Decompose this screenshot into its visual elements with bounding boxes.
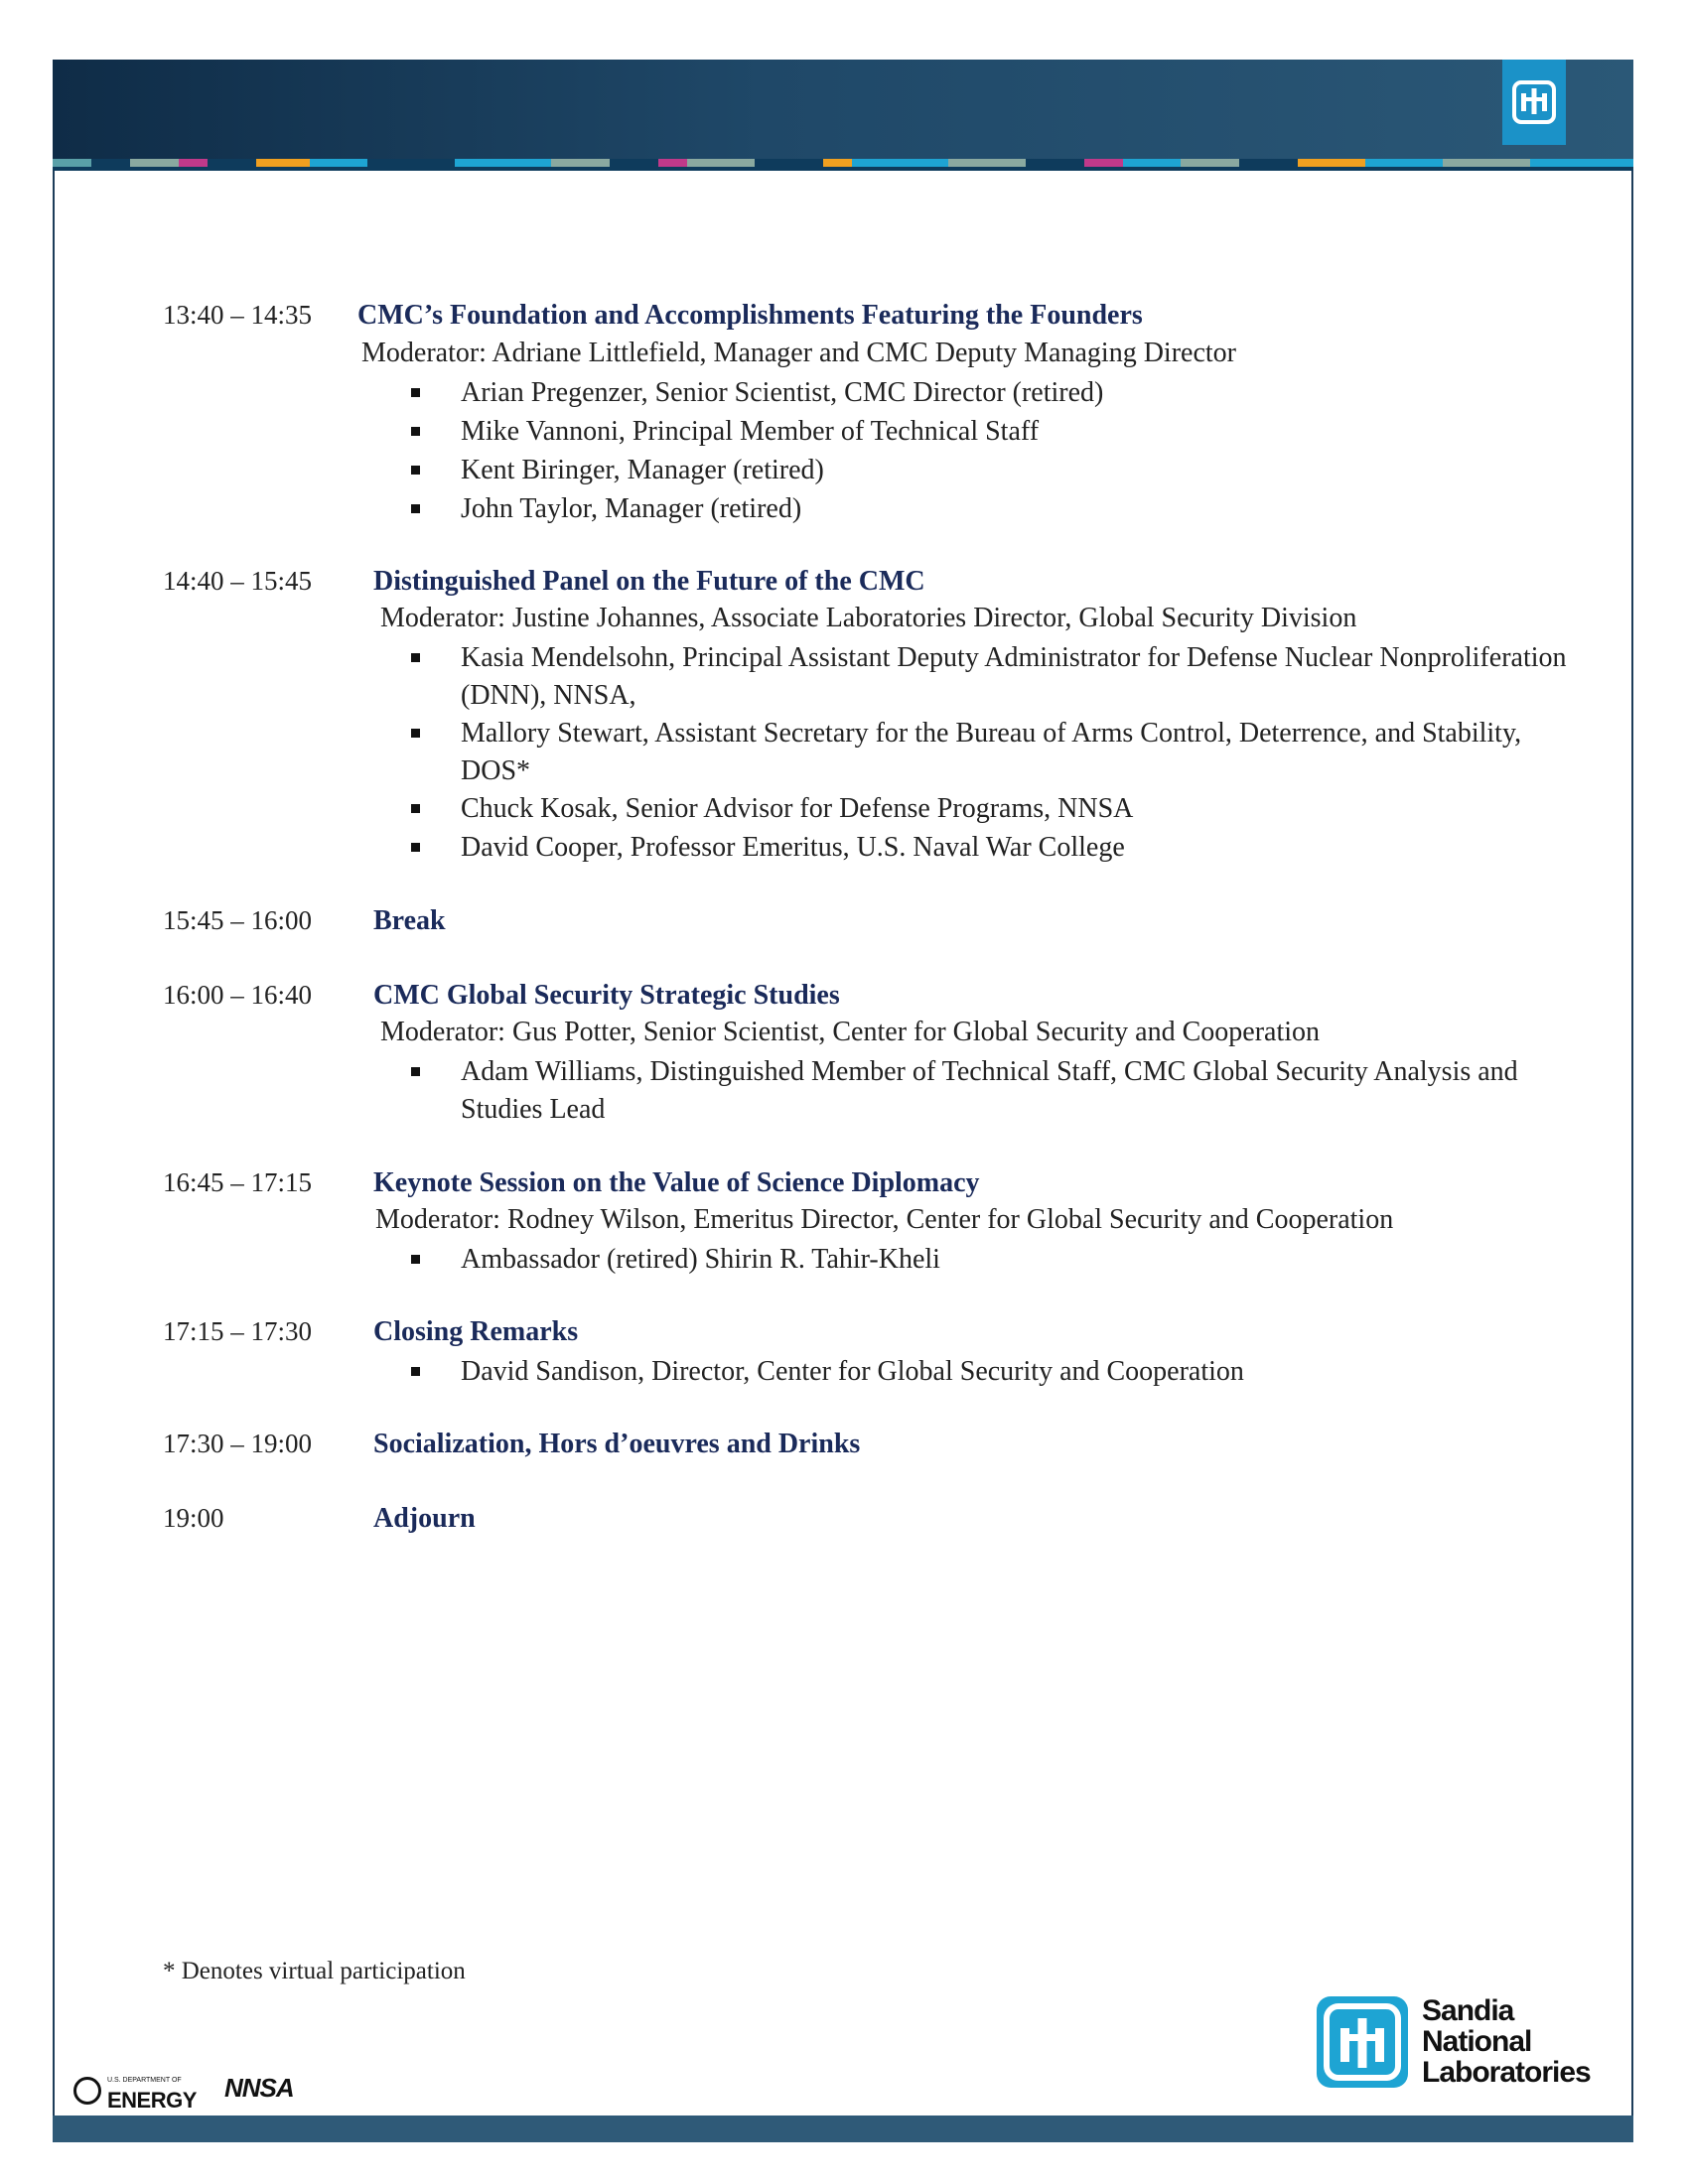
sandia-logo-line: Laboratories: [1422, 2056, 1591, 2089]
doe-logo: [73, 2071, 197, 2111]
agenda-title: CMC Global Security Strategic Studies: [373, 980, 840, 1011]
agenda-time: 13:40 – 14:35: [163, 300, 313, 330]
agenda-moderator: Moderator: Rodney Wilson, Emeritus Director, Center for Global Security and Cooperation: [375, 1204, 1394, 1235]
bullet-icon: [411, 1255, 420, 1264]
sandia-logo: [1317, 1995, 1591, 2088]
bullet-icon: [411, 653, 420, 662]
agenda-time: 14:40 – 15:45: [163, 566, 313, 596]
doe-label: ENERGY: [107, 2088, 197, 2113]
agenda-moderator: Moderator: Adriane Littlefield, Manager and CMC Deputy Managing Director: [361, 338, 1236, 368]
bullet-icon: [411, 1367, 420, 1376]
nnsa-logo: NNSA: [224, 2073, 294, 2103]
agenda-time: 17:15 – 17:30: [163, 1316, 313, 1346]
bullet-icon: [411, 843, 420, 852]
agenda-moderator: Moderator: Gus Potter, Senior Scientist, Center for Global Security and Cooperation: [380, 1017, 1321, 1047]
bullet-icon: [411, 729, 420, 738]
sandia-thunderbird-icon: [1317, 1996, 1408, 2088]
sandia-logo-line: National: [1422, 2025, 1532, 2058]
doe-seal-icon: [73, 2077, 101, 2105]
bullet-icon: [411, 427, 420, 436]
agenda-title: Distinguished Panel on the Future of the CMC: [373, 566, 925, 597]
footer-bar: [53, 2116, 1633, 2142]
bullet-icon: [411, 1067, 420, 1076]
agenda-time: 16:00 – 16:40: [163, 980, 313, 1010]
agenda-title: Socialization, Hors d’oeuvres and Drinks: [373, 1429, 861, 1459]
agenda-title: Closing Remarks: [373, 1316, 579, 1347]
agenda-title: CMC’s Foundation and Accomplishments Featuring the Founders: [357, 300, 1143, 331]
bullet-icon: [411, 504, 420, 513]
bullet-icon: [411, 466, 420, 475]
bullet-icon: [411, 388, 420, 397]
agenda-moderator: Moderator: Justine Johannes, Associate Laboratories Director, Global Security Division: [380, 603, 1357, 633]
sandia-logo-line: Sandia: [1422, 1994, 1514, 2027]
agenda-title: Adjourn: [373, 1503, 476, 1534]
doe-small-text: U.S. DEPARTMENT OF: [107, 2077, 182, 2084]
bullet-icon: [411, 804, 420, 813]
agenda: 13:40 – 14:35 CMC’s Foundation and Accomplishments Featuring the Founders Moderator: Adriane Littlefield, Manager and CMC Deputy Managing Director Arian Pregenzer, Senior Scientist, CMC Director (retired) Mike Vannoni, Principal Member of Technical Staff Kent Biringer, Manager (retired) John Taylor, Manager (retired) 14:40 – 15:45 Distinguished Panel on the Future of the CMC Moderator: Justine Johannes, Associate Laboratories Director, Global Security Division Kasia Mendelsohn, Principal Assistant Deputy Administrator for Defense Nuclear Nonproliferation (DNN), NNSA, Mallory Stewart, Assistant Secretary for the Bureau of Arms Control, Deterrence, and Stability, DOS* Chuck Kosak, Senior Advisor for Defense Programs, NNSA David Cooper, Professor Emeritus, U.S. Naval War College 15:45 – 16:00 Break 16:00 – 16:40 CMC Global Security Strategic Studies Moderator: Gus Potter, Senior Scientist, Center for Global Security and Cooperation Adam Williams, Distinguished Member of Technical Staff, CMC Global Security Analysis and Studies Lead 16:45 – 17:15 Keynote Session on the Value of Science Diplomacy Moderator: Rodney Wilson, Emeritus Director, Center for Global Security and Cooperation Ambassador (retired) Shirin R. Tahir-Kheli 17:15 – 17:30 Closing Remarks David Sandison, Director, Center for Global Security and Cooperation 17:30 – 19:00 Socialization, Hors d’oeuvres and Drinks 19:00 Adjourn: [163, 300, 1567, 1534]
agenda-title: Keynote Session on the Value of Science Diplomacy: [373, 1167, 980, 1198]
agenda-time: 16:45 – 17:15: [163, 1167, 313, 1197]
footnote: * Denotes virtual participation: [163, 1958, 466, 1984]
agenda-time: 19:00: [163, 1503, 224, 1533]
agenda-title: Break: [373, 905, 446, 936]
agenda-time: 15:45 – 16:00: [163, 905, 313, 935]
agenda-time: 17:30 – 19:00: [163, 1429, 313, 1458]
